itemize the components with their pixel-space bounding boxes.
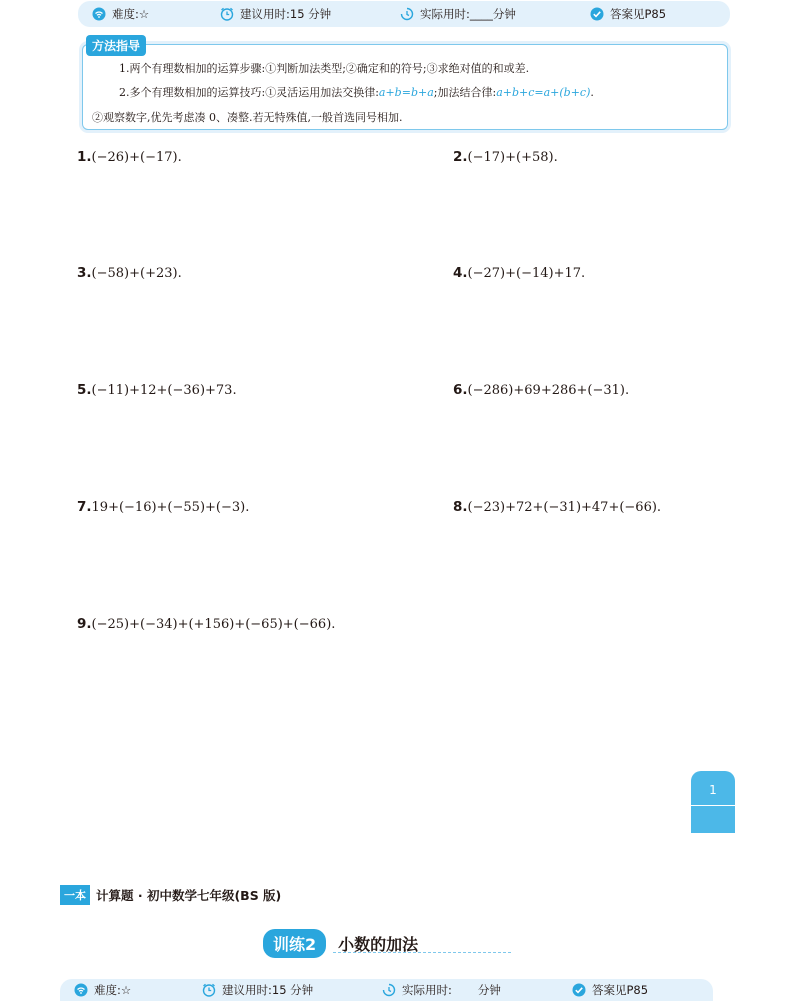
actual-time-unit: 分钟 [477,983,501,997]
suggested-time: 建议用时:15 分钟 [240,7,332,21]
difficulty-label: 难度:☆ [112,7,150,21]
method-line-1: 1.两个有理数相加的运算步骤:①判断加法类型;②确定和的符号;③求绝对值的和或差. [119,62,530,75]
page-number-tab [691,771,735,833]
problem-2: 2.(−17)+(+58). [453,149,558,165]
method-line-2: 2.多个有理数相加的运算技巧:①灵活运用加法交换律:a+b=b+a;加法结合律:a+b+c=a+(b+c). [119,86,594,99]
answer-ref: 答案见P85 [592,983,649,997]
problem-8: 8.(−23)+72+(−31)+47+(−66). [453,499,662,515]
timer-icon [382,983,396,997]
problem-5: 5.(−11)+12+(−36)+73. [77,382,237,398]
lesson-title: 小数的加法 [338,935,419,954]
alarm-clock-icon [202,983,216,997]
method-line-3: ②观察数字,优先考虑凑 0、凑整.若无特殊值,一般首选同号相加. [92,111,403,124]
check-circle-icon [590,7,604,21]
book-header [60,885,281,905]
page-number: 1 [709,783,717,797]
method-guide-tag: 方法指导 [86,35,146,56]
lesson-badge: 训练2 [263,929,326,958]
wifi-icon [92,7,106,21]
wifi-icon [74,983,88,997]
suggested-time: 建议用时:15 分钟 [222,983,314,997]
problem-1: 1.(−26)+(−17). [77,149,182,165]
page-tab-divider [691,805,735,806]
alarm-clock-icon [220,7,234,21]
problem-4: 4.(−27)+(−14)+17. [453,265,586,281]
check-circle-icon [572,983,586,997]
problem-7: 7.19+(−16)+(−55)+(−3). [77,499,250,515]
problem-3: 3.(−58)+(+23). [77,265,182,281]
problem-6: 6.(−286)+69+286+(−31). [453,382,630,398]
lesson-underline [333,952,511,953]
info-bar-top [78,1,730,27]
brand-logo: 一本 [60,885,90,905]
associative-formula: a+b+c=a+(b+c) [496,86,591,99]
answer-ref: 答案见P85 [610,7,667,21]
info-bar-bottom [60,979,713,1001]
actual-time: 实际用时:____分钟 [420,7,516,21]
actual-time: 实际用时: [402,983,452,997]
timer-icon [400,7,414,21]
commutative-formula: a+b=b+a [378,86,434,99]
book-title: 计算题 · 初中数学七年级(BS 版) [96,888,282,903]
problem-9: 9.(−25)+(−34)+(+156)+(−65)+(−66). [77,616,336,632]
lesson-header [263,929,418,958]
difficulty-label: 难度:☆ [94,983,132,997]
